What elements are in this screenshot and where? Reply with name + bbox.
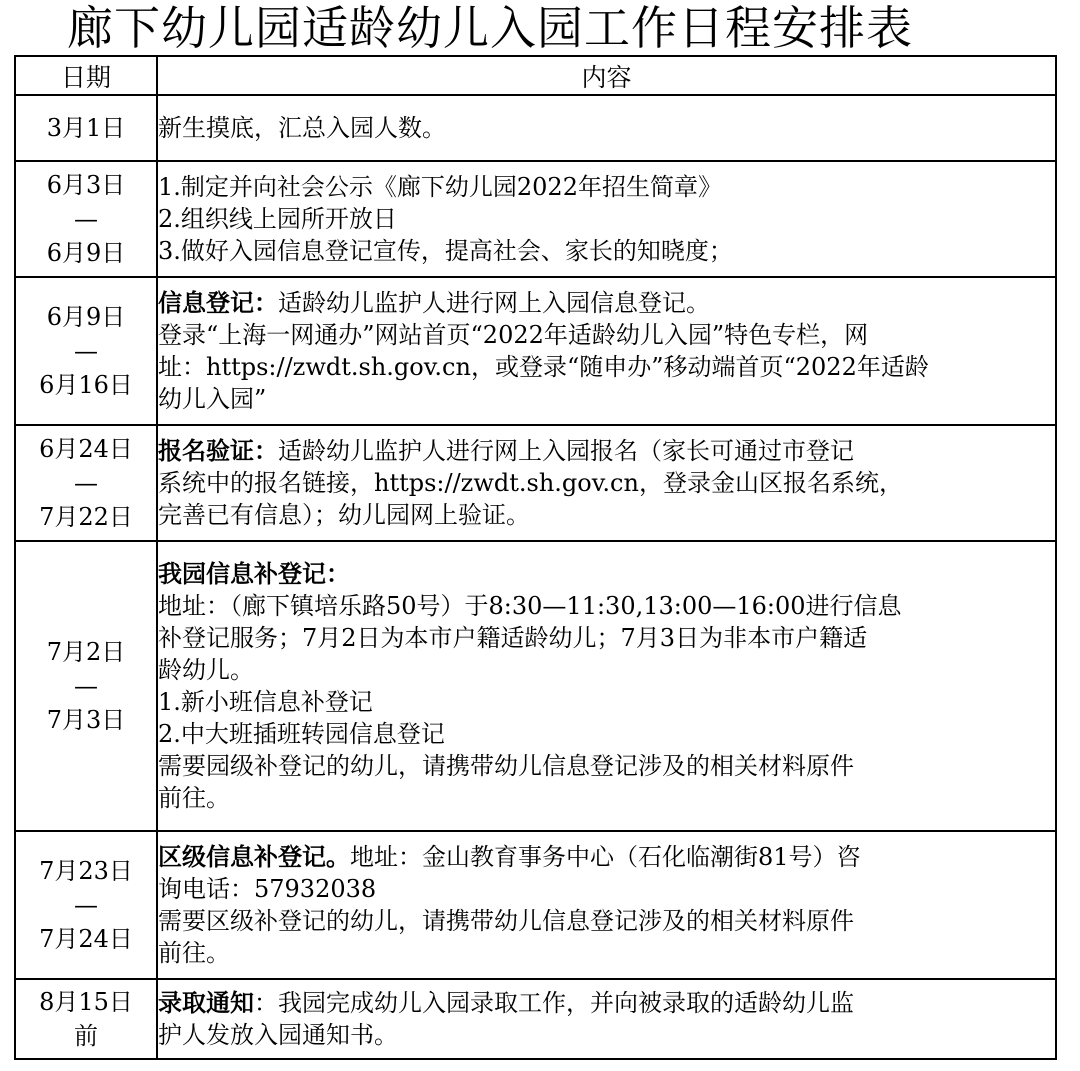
content-text: 3.做好入园信息登记宣传，提高社会、家长的知晓度；	[158, 237, 733, 265]
content-line	[158, 590, 1055, 622]
content-line	[158, 319, 1055, 351]
content-bold-label: 我园信息补登记：	[158, 560, 350, 588]
page-title: 廊下幼儿园适龄幼儿入园工作日程安排表	[67, 1, 913, 55]
content-line	[158, 558, 1055, 590]
content-line	[158, 383, 1055, 415]
content-text: 补登记服务；7月2日为本市户籍适龄幼儿；7月3日为非本市户籍适	[158, 624, 868, 652]
content-text: 需要区级补登记的幼儿，请携带幼儿信息登记涉及的相关材料原件	[158, 907, 854, 935]
content-text: 幼儿入园”	[158, 385, 267, 413]
content-text: 适龄幼儿监护人进行网上入园信息登记。	[278, 289, 710, 317]
content-line	[158, 750, 1055, 782]
date-cell	[15, 541, 157, 831]
date-line: 6月16日	[39, 371, 133, 399]
content-text: 完善已有信息）；幼儿园网上验证。	[158, 501, 530, 529]
table-row	[15, 831, 1056, 979]
content-line	[158, 171, 1055, 203]
header-content: 内容	[157, 56, 1056, 95]
date-line: 6月9日	[46, 303, 126, 331]
header-date: 日期	[15, 56, 157, 95]
content-text: 前往。	[158, 939, 230, 967]
table-row	[15, 95, 1056, 161]
content-line	[158, 112, 1055, 144]
content-text: 2.中大班插班转园信息登记	[158, 720, 445, 748]
content-cell	[157, 831, 1056, 979]
content-line	[158, 499, 1055, 531]
content-text: 询电话：57932038	[158, 875, 377, 903]
date-line: —	[74, 672, 98, 700]
content-line	[158, 203, 1055, 235]
content-text: 需要园级补登记的幼儿，请携带幼儿信息登记涉及的相关材料原件	[158, 752, 854, 780]
date-line: 6月24日	[39, 435, 133, 463]
date-cell	[15, 277, 157, 425]
content-cell	[157, 979, 1056, 1059]
table-row	[15, 541, 1056, 831]
content-line	[158, 235, 1055, 267]
date-line: 3月1日	[46, 114, 126, 142]
content-line	[158, 987, 1055, 1019]
content-line	[158, 841, 1055, 873]
table-row	[15, 277, 1056, 425]
content-line	[158, 905, 1055, 937]
date-cell	[15, 979, 157, 1059]
content-line	[158, 622, 1055, 654]
content-line	[158, 937, 1055, 969]
content-text: 龄幼儿。	[158, 656, 254, 684]
date-line: 6月9日	[46, 239, 126, 267]
content-line	[158, 718, 1055, 750]
content-bold-label: 报名验证：	[158, 437, 278, 465]
date-line: —	[74, 337, 98, 365]
table-row	[15, 425, 1056, 541]
content-text: 地址：金山教育事务中心（石化临潮街81号）咨	[350, 843, 861, 871]
table-header-row	[15, 56, 1056, 95]
date-line: —	[74, 891, 98, 919]
content-text: 地址：（廊下镇培乐路50号）于8:30—11:30,13:00—16:00进行信息	[158, 592, 902, 620]
table-body	[15, 95, 1056, 1059]
content-bold-label: 区级信息补登记。	[158, 843, 350, 871]
date-cell	[15, 831, 157, 979]
date-line: 7月24日	[39, 925, 133, 953]
content-text: 1.制定并向社会公示《廊下幼儿园2022年招生简章》	[158, 173, 722, 201]
content-text: 前往。	[158, 784, 230, 812]
date-line: 7月23日	[39, 857, 133, 885]
content-line	[158, 873, 1055, 905]
date-cell	[15, 425, 157, 541]
schedule-table	[14, 55, 1057, 1060]
date-line: —	[74, 205, 98, 233]
content-cell	[157, 161, 1056, 277]
content-bold-label: 录取通知	[158, 989, 254, 1017]
date-line: 6月3日	[46, 171, 126, 199]
content-text: 址：https://zwdt.sh.gov.cn，或登录“随申办”移动端首页“2022年适龄	[158, 353, 929, 381]
date-line: 8月15日	[39, 988, 133, 1016]
content-text: 系统中的报名链接，https://zwdt.sh.gov.cn，登录金山区报名系统，	[158, 469, 903, 497]
content-text: 登录“上海一网通办”网站首页“2022年适龄幼儿入园”特色专栏，网	[158, 321, 869, 349]
content-line	[158, 782, 1055, 814]
content-bold-label: 信息登记：	[158, 289, 278, 317]
table-row	[15, 979, 1056, 1059]
content-line	[158, 654, 1055, 686]
content-text: 适龄幼儿监护人进行网上入园报名（家长可通过市登记	[278, 437, 854, 465]
content-line	[158, 351, 1055, 383]
date-line: 7月2日	[46, 638, 126, 666]
content-text: 护人发放入园通知书。	[158, 1021, 398, 1049]
date-line: 7月3日	[46, 706, 126, 734]
table-row	[15, 161, 1056, 277]
date-line: 7月22日	[39, 503, 133, 531]
content-text: ：我园完成幼儿入园录取工作，并向被录取的适龄幼儿监	[254, 989, 854, 1017]
content-line	[158, 467, 1055, 499]
date-line: 前	[74, 1022, 98, 1050]
content-text: 1.新小班信息补登记	[158, 688, 373, 716]
content-cell	[157, 277, 1056, 425]
content-line	[158, 686, 1055, 718]
content-line	[158, 287, 1055, 319]
date-cell	[15, 95, 157, 161]
content-cell	[157, 95, 1056, 161]
content-text: 2.组织线上园所开放日	[158, 205, 397, 233]
content-text: 新生摸底，汇总入园人数。	[158, 114, 446, 142]
date-line: —	[74, 469, 98, 497]
date-cell	[15, 161, 157, 277]
content-line	[158, 1019, 1055, 1051]
content-line	[158, 435, 1055, 467]
content-cell	[157, 425, 1056, 541]
content-cell	[157, 541, 1056, 831]
